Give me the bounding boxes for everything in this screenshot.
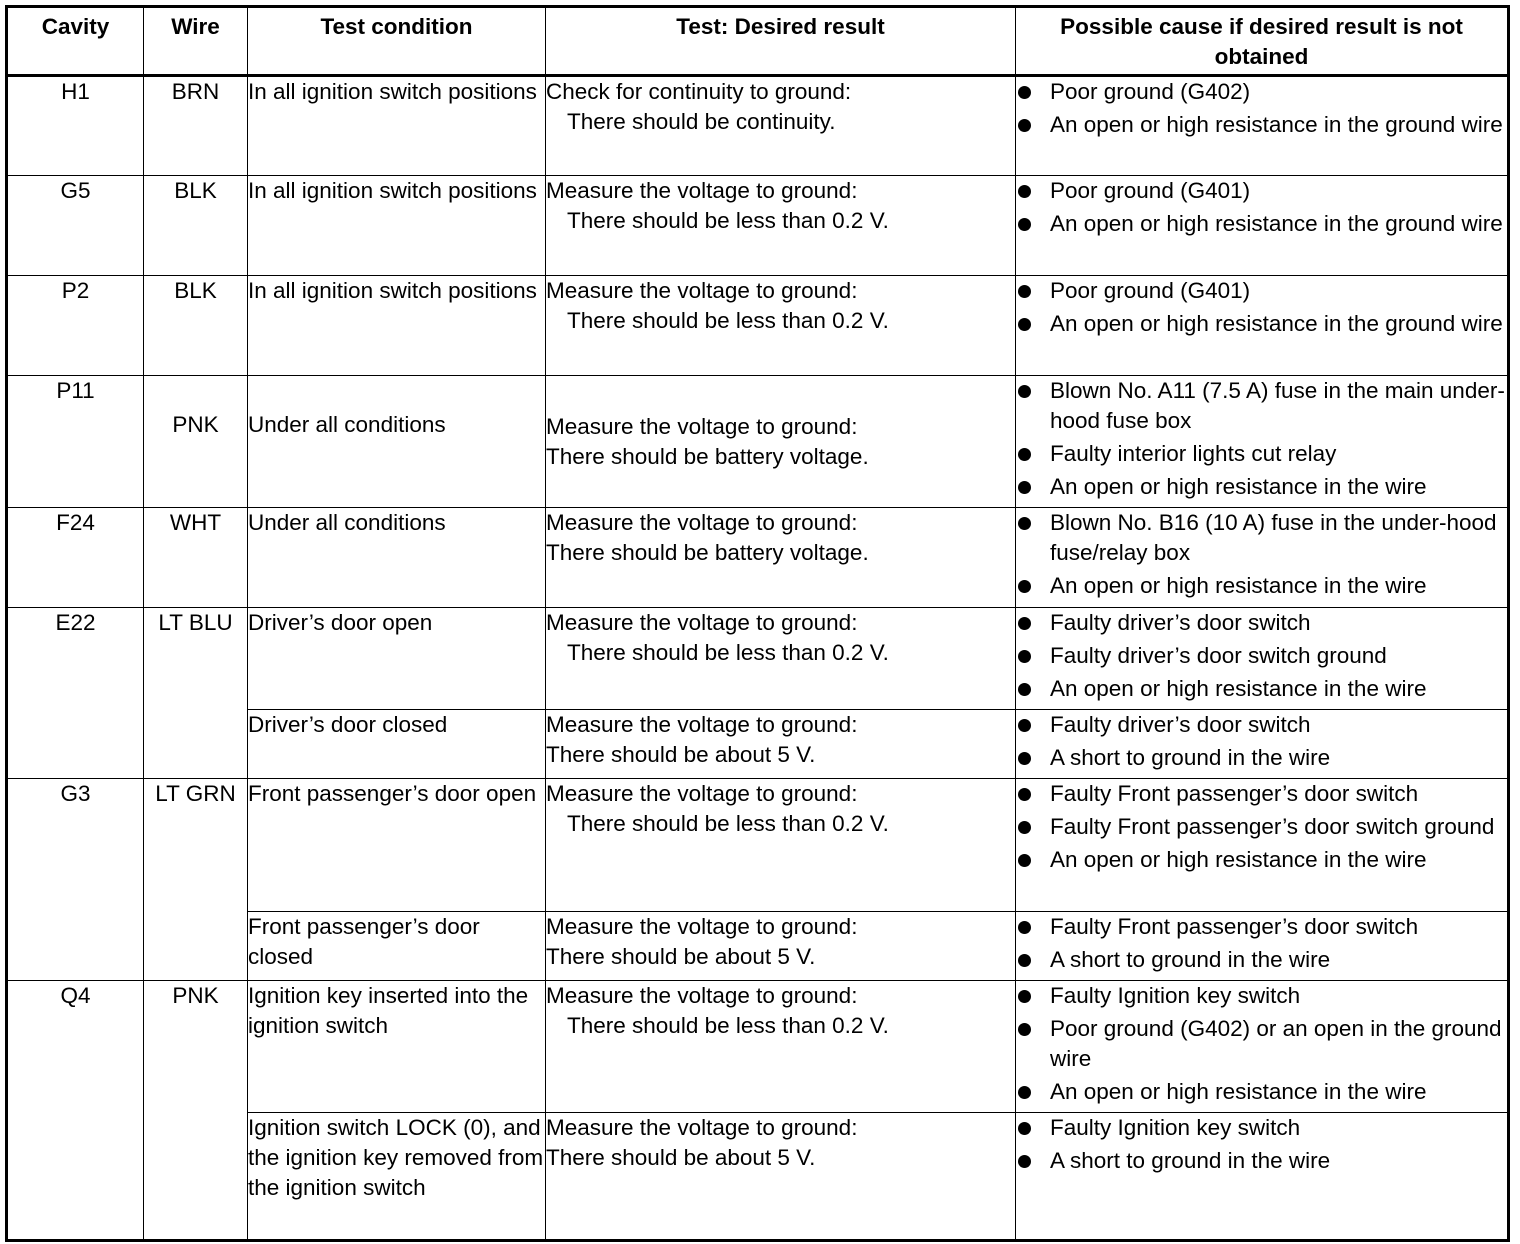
- result-instruction: Measure the voltage to ground:: [546, 1115, 858, 1140]
- result-expectation: There should be continuity.: [567, 109, 836, 134]
- table-row: [7, 608, 1509, 710]
- list-item: An open or high resistance in the ground wire: [1016, 309, 1507, 339]
- result-cell: [546, 376, 1016, 508]
- result-cell: [546, 276, 1016, 376]
- condition-cell: Driver’s door closed: [248, 710, 546, 779]
- wire-cell: LT BLU: [144, 608, 248, 779]
- cause-list: [1016, 376, 1507, 502]
- wire-cell: PNK: [144, 981, 248, 1241]
- result-instruction: Measure the voltage to ground:: [546, 983, 858, 1008]
- list-item: Poor ground (G402) or an open in the ground wire: [1016, 1014, 1507, 1074]
- list-item: Blown No. A11 (7.5 A) fuse in the main under-hood fuse box: [1016, 376, 1507, 436]
- result-cell: [546, 1113, 1016, 1241]
- list-item: Poor ground (G401): [1016, 276, 1507, 306]
- list-item: Poor ground (G402): [1016, 77, 1507, 107]
- result-cell: [546, 710, 1016, 779]
- result-instruction: Measure the voltage to ground:: [546, 781, 858, 806]
- result-expectation: There should be about 5 V.: [546, 944, 816, 969]
- result-expectation: There should be less than 0.2 V.: [567, 811, 889, 836]
- cause-list: [1016, 710, 1507, 773]
- result-expectation: There should be less than 0.2 V.: [567, 308, 889, 333]
- list-item: Poor ground (G401): [1016, 176, 1507, 206]
- cause-cell: [1016, 76, 1509, 176]
- list-item: An open or high resistance in the wire: [1016, 845, 1507, 875]
- result-expectation: There should be less than 0.2 V.: [567, 640, 889, 665]
- cause-cell: [1016, 508, 1509, 608]
- list-item: Faulty Ignition key switch: [1016, 1113, 1507, 1143]
- result-instruction: Measure the voltage to ground:: [546, 178, 858, 203]
- condition-cell: Front passenger’s door open: [248, 779, 546, 912]
- result-expectation: There should be about 5 V.: [546, 1145, 816, 1170]
- cavity-cell: P2: [7, 276, 144, 376]
- condition-cell: Ignition key inserted into the ignition switch: [248, 981, 546, 1113]
- list-item: Faulty Front passenger’s door switch: [1016, 912, 1507, 942]
- result-instruction: Measure the voltage to ground:: [546, 414, 858, 439]
- list-item: Faulty driver’s door switch: [1016, 608, 1507, 638]
- table-row: [7, 276, 1509, 376]
- header-possible-cause: Possible cause if desired result is not obtained: [1016, 7, 1509, 76]
- list-item: An open or high resistance in the ground wire: [1016, 110, 1507, 140]
- list-item: Faulty Front passenger’s door switch ground: [1016, 812, 1507, 842]
- header-cavity: Cavity: [7, 7, 144, 76]
- cause-list: [1016, 276, 1507, 339]
- result-cell: [546, 76, 1016, 176]
- cavity-cell: G3: [7, 779, 144, 981]
- cause-cell: [1016, 276, 1509, 376]
- condition-cell: [248, 376, 546, 508]
- list-item: A short to ground in the wire: [1016, 743, 1507, 773]
- result-instruction: Measure the voltage to ground:: [546, 510, 858, 535]
- result-cell: [546, 176, 1016, 276]
- result-instruction: Measure the voltage to ground:: [546, 610, 858, 635]
- result-instruction: Measure the voltage to ground:: [546, 712, 858, 737]
- cause-cell: [1016, 710, 1509, 779]
- list-item: A short to ground in the wire: [1016, 1146, 1507, 1176]
- result-expectation: There should be less than 0.2 V.: [567, 208, 889, 233]
- cavity-cell: P11: [7, 376, 144, 508]
- wire-cell: BRN: [144, 76, 248, 176]
- terminal-test-table: [5, 5, 1510, 1242]
- cause-list: [1016, 176, 1507, 239]
- header-wire: Wire: [144, 7, 248, 76]
- condition-cell: Ignition switch LOCK (0), and the ignition key removed from the ignition switch: [248, 1113, 546, 1241]
- table-row: [7, 981, 1509, 1113]
- condition-label: Under all conditions: [248, 412, 446, 437]
- cavity-cell: G5: [7, 176, 144, 276]
- header-desired-result: Test: Desired result: [546, 7, 1016, 76]
- list-item: Faulty Ignition key switch: [1016, 981, 1507, 1011]
- result-cell: [546, 912, 1016, 981]
- list-item: An open or high resistance in the ground wire: [1016, 209, 1507, 239]
- list-item: Blown No. B16 (10 A) fuse in the under-hood fuse/relay box: [1016, 508, 1507, 568]
- cause-cell: [1016, 981, 1509, 1113]
- result-instruction: Measure the voltage to ground:: [546, 914, 858, 939]
- cause-list: [1016, 912, 1507, 975]
- cause-cell: [1016, 779, 1509, 912]
- condition-cell: In all ignition switch positions: [248, 276, 546, 376]
- cavity-cell: E22: [7, 608, 144, 779]
- result-cell: [546, 981, 1016, 1113]
- cavity-cell: H1: [7, 76, 144, 176]
- result-expectation: There should be less than 0.2 V.: [567, 1013, 889, 1038]
- header-test-condition: Test condition: [248, 7, 546, 76]
- result-cell: [546, 608, 1016, 710]
- list-item: An open or high resistance in the wire: [1016, 674, 1507, 704]
- wire-cell: LT GRN: [144, 779, 248, 981]
- cause-cell: [1016, 176, 1509, 276]
- list-item: An open or high resistance in the wire: [1016, 1077, 1507, 1107]
- result-cell: [546, 779, 1016, 912]
- diagnostic-sheet: [5, 5, 1507, 1242]
- cavity-cell: Q4: [7, 981, 144, 1241]
- table-row: [7, 76, 1509, 176]
- table-row: [7, 376, 1509, 508]
- result-expectation: There should be battery voltage.: [546, 540, 869, 565]
- cause-list: [1016, 779, 1507, 875]
- list-item: An open or high resistance in the wire: [1016, 571, 1507, 601]
- table-row: [7, 176, 1509, 276]
- result-expectation: There should be about 5 V.: [546, 742, 816, 767]
- cause-cell: [1016, 912, 1509, 981]
- list-item: Faulty driver’s door switch: [1016, 710, 1507, 740]
- condition-cell: Front passenger’s door closed: [248, 912, 546, 981]
- list-item: Faulty Front passenger’s door switch: [1016, 779, 1507, 809]
- table-row: [7, 779, 1509, 912]
- list-item: An open or high resistance in the wire: [1016, 472, 1507, 502]
- result-instruction: Measure the voltage to ground:: [546, 278, 858, 303]
- cause-list: [1016, 508, 1507, 601]
- result-expectation: There should be battery voltage.: [546, 444, 869, 469]
- wire-cell: BLK: [144, 276, 248, 376]
- cause-cell: [1016, 608, 1509, 710]
- wire-cell: [144, 376, 248, 508]
- cause-list: [1016, 981, 1507, 1107]
- condition-cell: In all ignition switch positions: [248, 176, 546, 276]
- list-item: Faulty driver’s door switch ground: [1016, 641, 1507, 671]
- header-row: [7, 7, 1509, 76]
- cause-list: [1016, 1113, 1507, 1176]
- wire-cell: WHT: [144, 508, 248, 608]
- condition-cell: Driver’s door open: [248, 608, 546, 710]
- result-instruction: Check for continuity to ground:: [546, 79, 852, 104]
- cause-list: [1016, 608, 1507, 704]
- cause-cell: [1016, 1113, 1509, 1241]
- list-item: Faulty interior lights cut relay: [1016, 439, 1507, 469]
- condition-cell: Under all conditions: [248, 508, 546, 608]
- wire-cell: BLK: [144, 176, 248, 276]
- wire-label: PNK: [172, 412, 219, 437]
- result-cell: [546, 508, 1016, 608]
- cause-list: [1016, 77, 1507, 140]
- cause-cell: [1016, 376, 1509, 508]
- table-row: [7, 508, 1509, 608]
- cavity-cell: F24: [7, 508, 144, 608]
- condition-cell: In all ignition switch positions: [248, 76, 546, 176]
- list-item: A short to ground in the wire: [1016, 945, 1507, 975]
